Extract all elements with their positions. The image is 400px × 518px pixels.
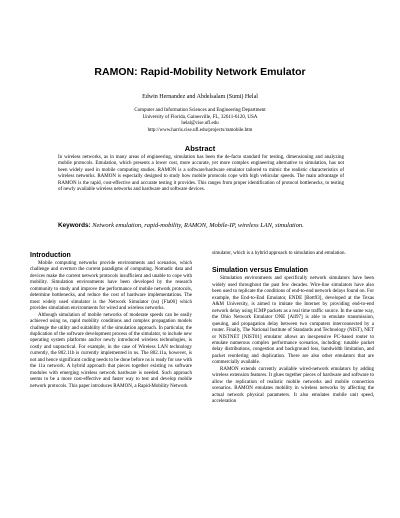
section-spacer [212, 257, 374, 266]
introduction-paragraph-2: Although simulation of mobile networks of moderate speeds can be easily achieved using ns, rapid mobility conditions and complex propagation models challenge the utility and suitability of the simulation approach. In particular, the duplication of the software development process of the simulator, to include new operating system platforms and/or newly introduced wireless technologies, is costly and unpractical. For example, in the case of Wireless LAN technology currently, the 802.11b is currently implemented in ns. The 802.11a, however, is not and hence significant coding needs to be done before ns is ready for use with the 11a network. A hybrid approach that pieces together existing ns software modules with emerging wireless network hardware is needed. Such approach seems to be a more cost-effective and faster way to test and develop mobile network protocols. This paper introduces RAMON, a Rapid-Mobility Network [30, 312, 192, 389]
keywords-text: Network emulation, rapid-mobility, RAMON, Mobile-IP, wireless LAN, simulation. [92, 222, 304, 229]
affiliation-url[interactable]: http://www.harris.cise.ufl.edu/projects/ramobile.htm [147, 127, 253, 133]
keywords [58, 222, 344, 230]
left-column [30, 251, 192, 390]
affiliation-block [0, 108, 400, 134]
introduction-continuation: simulator, which is a hybrid approach to simulation and emulation. [212, 251, 346, 256]
affiliation-university: University of Florida, Gainesville, FL, 32611-6120, USA [142, 114, 258, 120]
abstract-heading: Abstract [184, 144, 216, 153]
introduction-heading: Introduction [30, 252, 71, 259]
keywords-label: Keywords: [58, 222, 91, 229]
affiliation-dept: Computer and Information Sciences and Engineering Department [134, 108, 266, 113]
simulation-paragraph-2: RAMON extends currently available wired-network emulators by adding wireless extension features. It glues together pieces of hardware and software to allow the replication of realistic mobile networks and mobile connection scenarios. RAMON emulates mobility in wireless networks by affecting the actual network physical parameters. It also emulates mobile unit speed, acceleration [212, 366, 374, 405]
affiliation-email[interactable]: helal@cise.ufl.edu [181, 121, 219, 127]
paper-title: RAMON: Rapid-Mobility Network Emulator [94, 66, 306, 78]
authors: Edwin Hernandez and Abdelsalam (Sumi) Helal [142, 94, 258, 100]
simulation-heading: Simulation versus Emulation [212, 267, 309, 275]
right-column [212, 251, 374, 406]
introduction-paragraph-1: Mobile computing networks provide environments and scenarios, which challenge and overturn the current paradigms of computing. Nomadic data and devices make the current network protocols insufficient and unable to cope with mobility. Simulation environments have been developed by the research community to study and improve the performance of mobile network protocols, determine bottlenecks, and reduce the cost of hardware implementations. The most widely used simulator is the Network Simulator (ns) [Fla00] which provides simulation environments for wired and wireless networks. [30, 261, 192, 312]
simulation-paragraph-1: Simulation environments and specifically network simulators have been widely used throughout the past few decades. Wire-line simulators have also been used to replicate the conditions of end-to-end network delays found on. For example, the End-to-End Emulator, ENDE [Bott93], developed at the Texas A&M University, is aimed to imitate the Internet by providing end-to-end network delay using ICMP packets as a real time traffic source. In the same way, the Ohio Network Emulator ONE [All97] is able to emulate transmission, queuing, and propagation delay between two computers interconnected by a router. Finally, The National Institute of Standards and Technology (NIST), NET or NISTNET [NIST01] emulator allows an inexpensive PC-based router to emulate numerous complex performance scenarios, including: tunable packet delay distributions, congestion and background loss, bandwidth limitation, and packet reordering and duplication. There are also other emulators that are commercially available. [212, 276, 374, 366]
abstract-text: In wireless networks, as in many areas of engineering, simulation has been the de-facto standard for testing, dimensioning and analyzing mobile protocols. Emulation, which presents a lower cost, more accurate, yet more complex engineering alternative to simulation, has not been widely used in mobile computing studies. RAMON is a software/hardware emulator tailored to mimic the realistic characteristics of wireless networks. RAMON is especially designed to study how mobile protocols cope with high vehicular speeds. The main advantage of RAMON is the rapid, cost-effective and accurate testing it provides. This ranges from proper identification of protocol bottlenecks, to testing of newly available wireless networks and hardware and software devices. [58, 155, 344, 193]
